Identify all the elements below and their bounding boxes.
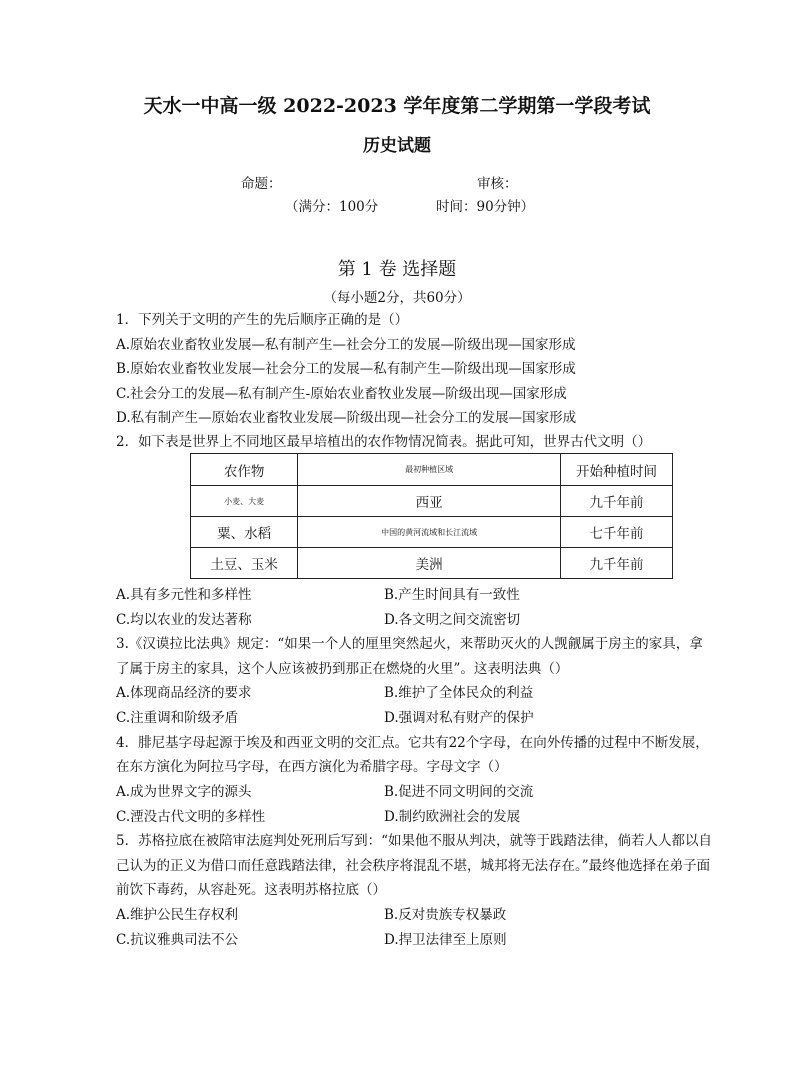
crops-table	[190, 453, 673, 579]
question-5-stem-line-1: 5．苏格拉底在被陪审法庭判处死刑后写到：“如果他不服从判决，就等于践踏法律，倘若人人都以自	[116, 833, 712, 849]
question-5-option-d: D.捍卫法律至上原则	[384, 932, 507, 948]
question-5-option-b: B.反对贵族专权暴政	[384, 907, 507, 923]
question-1-option-a: A.原始农业畜牧业发展—私有制产生—社会分工的发展—阶级出现—国家形成	[116, 337, 576, 353]
question-5-option-a: A.维护公民生存权利	[116, 907, 239, 923]
question-5-stem-line-3: 前饮下毒药，从容赴死。这表明苏格拉底（）	[116, 882, 386, 898]
question-2-option-d: D.各文明之间交流密切	[384, 612, 521, 628]
table-cell: 西亚	[298, 486, 561, 517]
table-header-cell: 最初种植区域	[298, 454, 561, 486]
question-4-option-d: D.制约欧洲社会的发展	[384, 809, 521, 825]
table-cell: 土豆、玉米	[191, 548, 298, 579]
question-3-stem-line-1: 3.《汉谟拉比法典》规定：“如果一个人的厘里突然起火，来帮助灭火的人觊觎属于房主的家具，拿	[116, 636, 703, 652]
question-1-option-d: D.私有制产生—原始农业畜牧业发展—阶级出现—社会分工的发展—国家形成	[116, 410, 577, 426]
table-cell: 美洲	[298, 548, 561, 579]
table-row	[191, 486, 673, 517]
question-3-stem-line-2: 了属于房主的家具，这个人应该被扔到那正在燃烧的火里”。这表明法典（）	[116, 661, 569, 677]
question-5-option-c: C.抗议雅典司法不公	[116, 932, 239, 948]
question-3-option-a: A.体现商品经济的要求	[116, 685, 252, 701]
question-2-stem: 2．如下表是世界上不同地区最早培植出的农作物情况简表。据此可知，世界古代文明（）	[116, 434, 652, 450]
exam-subtitle: 历史试题	[363, 136, 431, 156]
table-header-cell: 农作物	[191, 454, 298, 486]
table-row	[191, 517, 673, 548]
table-header-cell: 开始种植时间	[560, 454, 672, 486]
question-2-option-b: B.产生时间具有一致性	[384, 587, 520, 603]
exam-title: 天水一中高一级 2022-2023 学年度第二学期第一学段考试	[143, 95, 651, 117]
table-cell: 九千年前	[560, 548, 672, 579]
question-5-stem-line-2: 己认为的正义为借口而任意践踏法律，社会秩序将混乱不堪，城邦将无法存在。”最终他选择在弟子面	[116, 858, 711, 874]
section-title: 第 1 卷 选择题	[337, 259, 457, 280]
table-cell: 粟、水稻	[191, 517, 298, 548]
question-4-stem-line-2: 在东方演化为阿拉马字母，在西方演化为希腊字母。字母文字（）	[116, 759, 508, 775]
table-row	[191, 548, 673, 579]
question-1-option-b: B.原始农业畜牧业发展—社会分工的发展—私有制产生—阶级出现—国家形成	[116, 361, 576, 377]
proposer-label: 命题：	[241, 176, 282, 192]
question-1-stem: 1．下列关于文明的产生的先后顺序正确的是（）	[116, 312, 409, 328]
question-3-option-b: B.维护了全体民众的利益	[384, 685, 534, 701]
table-cell: 小麦、大麦	[191, 486, 298, 517]
section-note: （每小题2分，共60分）	[323, 290, 471, 306]
reviewer-label: 审核：	[477, 176, 518, 192]
table-header-row	[191, 454, 673, 486]
table-cell: 九千年前	[560, 486, 672, 517]
question-4-stem-line-1: 4．腓尼基字母起源于埃及和西亚文明的交汇点。它共有22个字母，在向外传播的过程中不断发展，	[116, 735, 709, 751]
question-4-option-a: A.成为世界文字的源头	[116, 784, 252, 800]
question-4-option-b: B.促进不同文明间的交流	[384, 784, 534, 800]
full-score: （满分：100分	[285, 199, 379, 215]
table-cell: 中国的黄河流域和长江流域	[298, 517, 561, 548]
table-cell: 七千年前	[560, 517, 672, 548]
question-3-option-c: C.注重调和阶级矛盾	[116, 710, 239, 726]
exam-time: 时间：90分钟）	[436, 199, 535, 215]
question-2-option-a: A.具有多元性和多样性	[116, 587, 252, 603]
question-3-option-d: D.强调对私有财产的保护	[384, 710, 534, 726]
question-1-option-c: C.社会分工的发展—私有制产生-原始农业畜牧业发展—阶级出现—国家形成	[116, 386, 567, 402]
question-2-option-c: C.均以农业的发达著称	[116, 612, 252, 628]
question-4-option-c: C.湮没古代文明的多样性	[116, 809, 266, 825]
